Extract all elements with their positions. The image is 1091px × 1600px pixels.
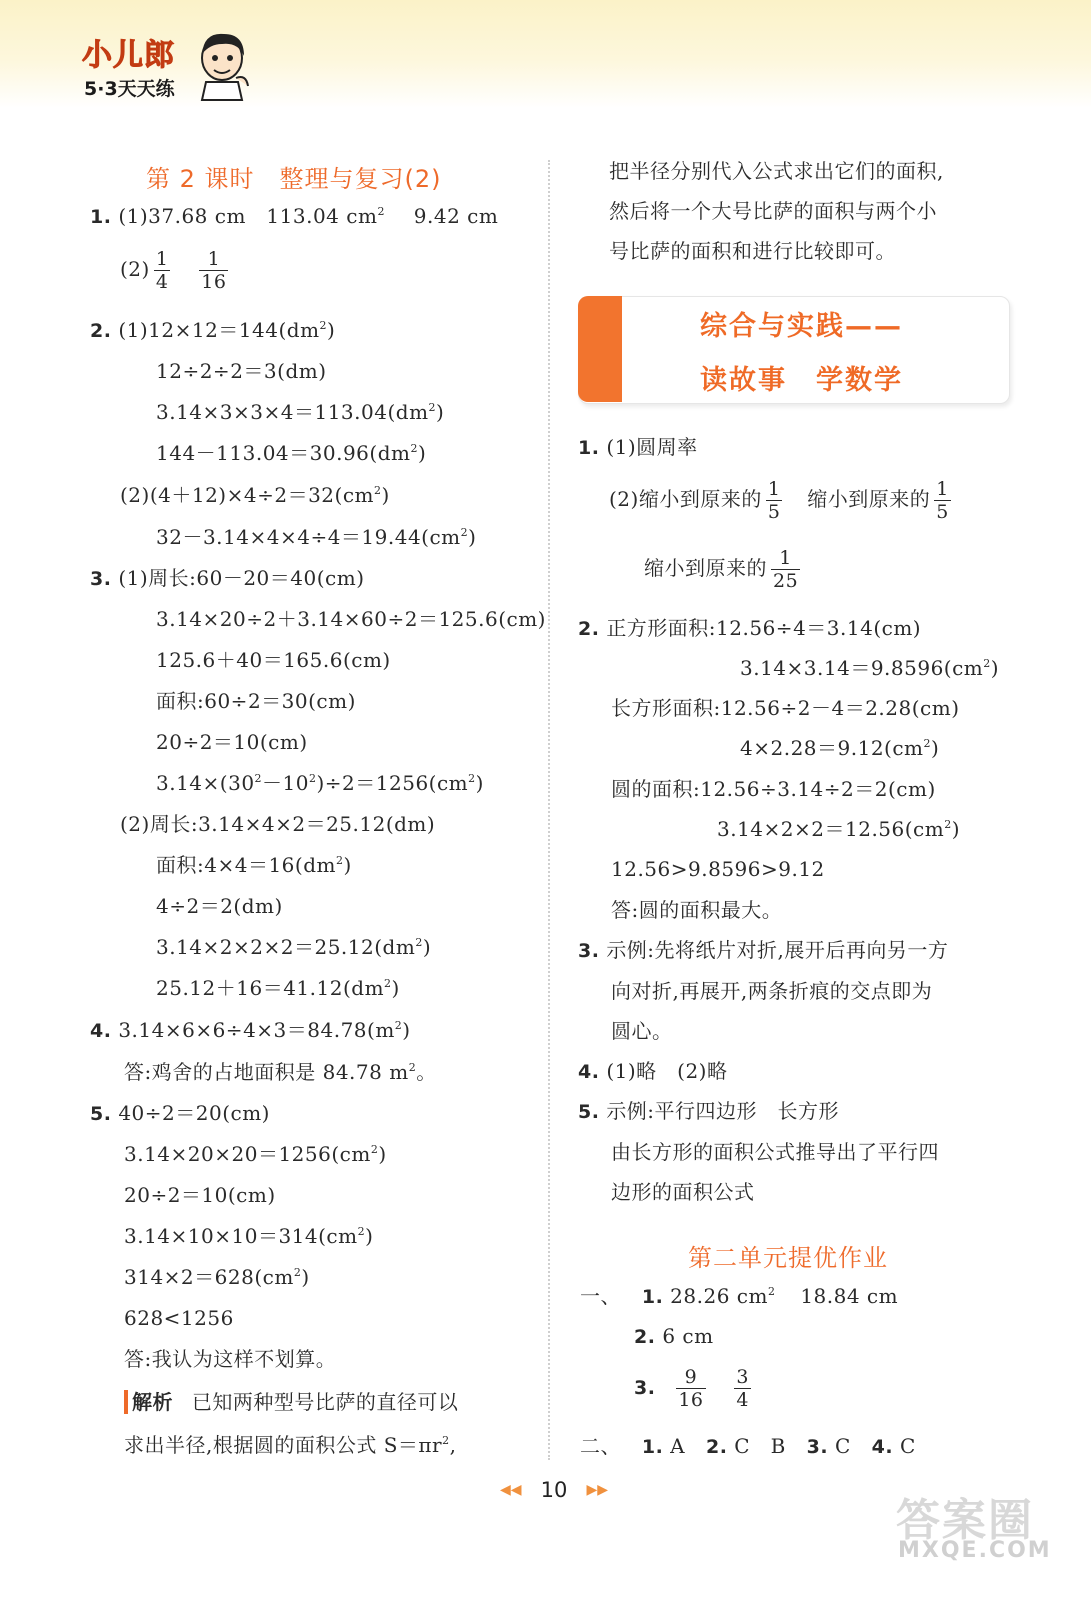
right-q3-line1: 3. 示例:先将纸片对折,展开后再向另一方 [578,938,949,962]
page-indicator [484,1478,624,1508]
mascot-icon [192,26,254,102]
analysis-line1: 解析 已知两种型号比萨的直径可以 [124,1390,458,1414]
right-q2-line5: 圆的面积:12.56÷3.14÷2＝2(cm) [611,777,936,801]
left-q5-line6: 628<1256 [124,1306,234,1330]
right-q2-line4: $4\times 2.28=9.12(cm^2)$ [740,736,940,760]
left-q5-line3: 20÷2＝10(cm) [124,1183,276,1207]
right-q5-line3: 边形的面积公式 [611,1180,755,1204]
prev-page-icon[interactable]: ◀◀ [499,1482,522,1498]
column-divider [548,160,550,1460]
right-cont-line3: 号比萨的面积和进行比较即可。 [609,239,896,263]
left-q4-line2: 答:鸡舍的占地面积是 84.78 $m^2$。 [124,1060,437,1084]
lesson-title: 第 2 课时 整理与复习(2) [146,165,442,193]
left-q3-line7: (2)周长:3.14×4×2＝25.12(dm) [120,812,436,836]
right-cont-line2: 然后将一个大号比萨的面积与两个小 [609,199,937,223]
right-q1-line2: (2)缩小到原来的 $\frac{1}{5}$ 缩小到原来的 $\frac{1}{5}$ [609,478,949,523]
left-q5-line7: 答:我认为这样不划算。 [124,1347,337,1371]
left-q5-line1: 5. 40÷2＝20(cm) [90,1101,270,1125]
right-q4-line1: 4. (1)略 (2)略 [578,1059,728,1083]
watermark-url: MXQE.COM [898,1538,1052,1563]
left-q3-line9: 4÷2＝2(dm) [156,894,283,918]
analysis-line2: 求出半径,根据圆的面积公式 $S=\pi r^2$, [124,1433,457,1457]
section-banner-title1: 综合与实践—— [700,311,903,342]
left-q2-line2: 12÷2÷2＝3(dm) [156,359,327,383]
sec2-line1: 二、 1. A 2. C B 3. C 4. C [580,1434,916,1458]
sec1-line2: 2. 6 cm [634,1324,714,1348]
right-q5-line2: 由长方形的面积公式推导出了平行四 [611,1140,939,1164]
left-q2-line3: $3.14\times 3\times 3\times 4=113.04(dm^2)$ [156,400,445,424]
left-q5-line4: $3.14\times 10\times 10=314(cm^2)$ [124,1224,374,1248]
sec1-line1: 一、 1. 28.26 $cm^2$ 18.84 cm [580,1284,899,1308]
section-banner-accent [578,296,622,402]
right-q1-line1: 1. (1)圆周率 [578,435,698,459]
left-q2-line4: $144-113.04=30.96(dm^2)$ [156,441,427,465]
left-q1-line1: 1. (1)37.68 cm 113.04 $cm^2$ 9.42 cm [90,204,499,228]
right-q2-line6: $3.14\times 2\times 2=12.56(cm^2)$ [717,817,961,841]
left-q5-line5: $314\times 2=628(cm^2)$ [124,1265,310,1289]
watermark: 答案圈 [896,1495,1034,1546]
right-q5-line1: 5. 示例:平行四边形 长方形 [578,1099,840,1123]
left-q5-line2: $3.14\times 20\times 20=1256(cm^2)$ [124,1142,387,1166]
left-q3-line6: $3.14\times(30^2-10^2)\div 2=1256(cm^2)$ [156,771,484,795]
right-q2-line2: $3.14\times 3.14=9.8596(cm^2)$ [740,656,1000,680]
brand-logo: 小儿郎 [82,38,175,73]
left-q1-line2: (2) $\frac{1}{4}$ $\frac{1}{16}$ [120,248,227,293]
left-q3-line5: 20÷2＝10(cm) [156,730,308,754]
right-q1-line3: 缩小到原来的 $\frac{1}{25}$ [644,547,799,592]
right-q3-line2: 向对折,再展开,两条折痕的交点即为 [611,979,933,1003]
right-q2-line7: 12.56>9.8596>9.12 [611,857,825,881]
analysis-tag: 解析 [124,1390,173,1414]
left-q2-line1: 2. $(1)12\times 12=144(dm^2)$ [90,318,336,342]
unit-title: 第二单元提优作业 [688,1244,888,1272]
left-q3-line8: 面积$:4\times 4=16(dm^2)$ [156,853,352,877]
left-q3-line1: 3. (1)周长:60－20＝40(cm) [90,566,365,590]
left-q2-line6: $32-3.14\times 4\times 4\div 4=19.44(cm^2)$ [156,525,477,549]
section-banner-title2: 读故事 学数学 [700,365,903,396]
right-cont-line1: 把半径分别代入公式求出它们的面积, [609,159,944,183]
right-q2-line1: 2. 正方形面积:12.56÷4＝3.14(cm) [578,616,922,640]
right-q2-line3: 长方形面积:12.56÷2－4＝2.28(cm) [611,696,960,720]
left-q3-line4: 面积:60÷2＝30(cm) [156,689,356,713]
left-q3-line11: $25.12+16=41.12(dm^2)$ [156,976,400,1000]
right-q2-line8: 答:圆的面积最大。 [611,898,783,922]
page-number: 10 [540,1478,568,1502]
left-q4-line1: 4. $3.14\times 6\times 6\div 4\times 3=84.78(m^2)$ [90,1018,411,1042]
left-q2-line5: $(2)(4+12)\times 4\div 2=32(cm^2)$ [120,483,390,507]
right-q3-line3: 圆心。 [611,1019,673,1043]
series-name: 5·3天天练 [84,78,175,100]
next-page-icon[interactable]: ▶▶ [586,1482,608,1498]
left-q3-line10: $3.14\times 2\times 2\times 2=25.12(dm^2)$ [156,935,432,959]
sec1-line3: 3. $\frac{9}{16}$ $\frac{3}{4}$ [634,1366,749,1411]
left-q3-line2: 3.14×20÷2＋3.14×60÷2＝125.6(cm) [156,607,546,631]
left-q3-line3: 125.6＋40＝165.6(cm) [156,648,391,672]
